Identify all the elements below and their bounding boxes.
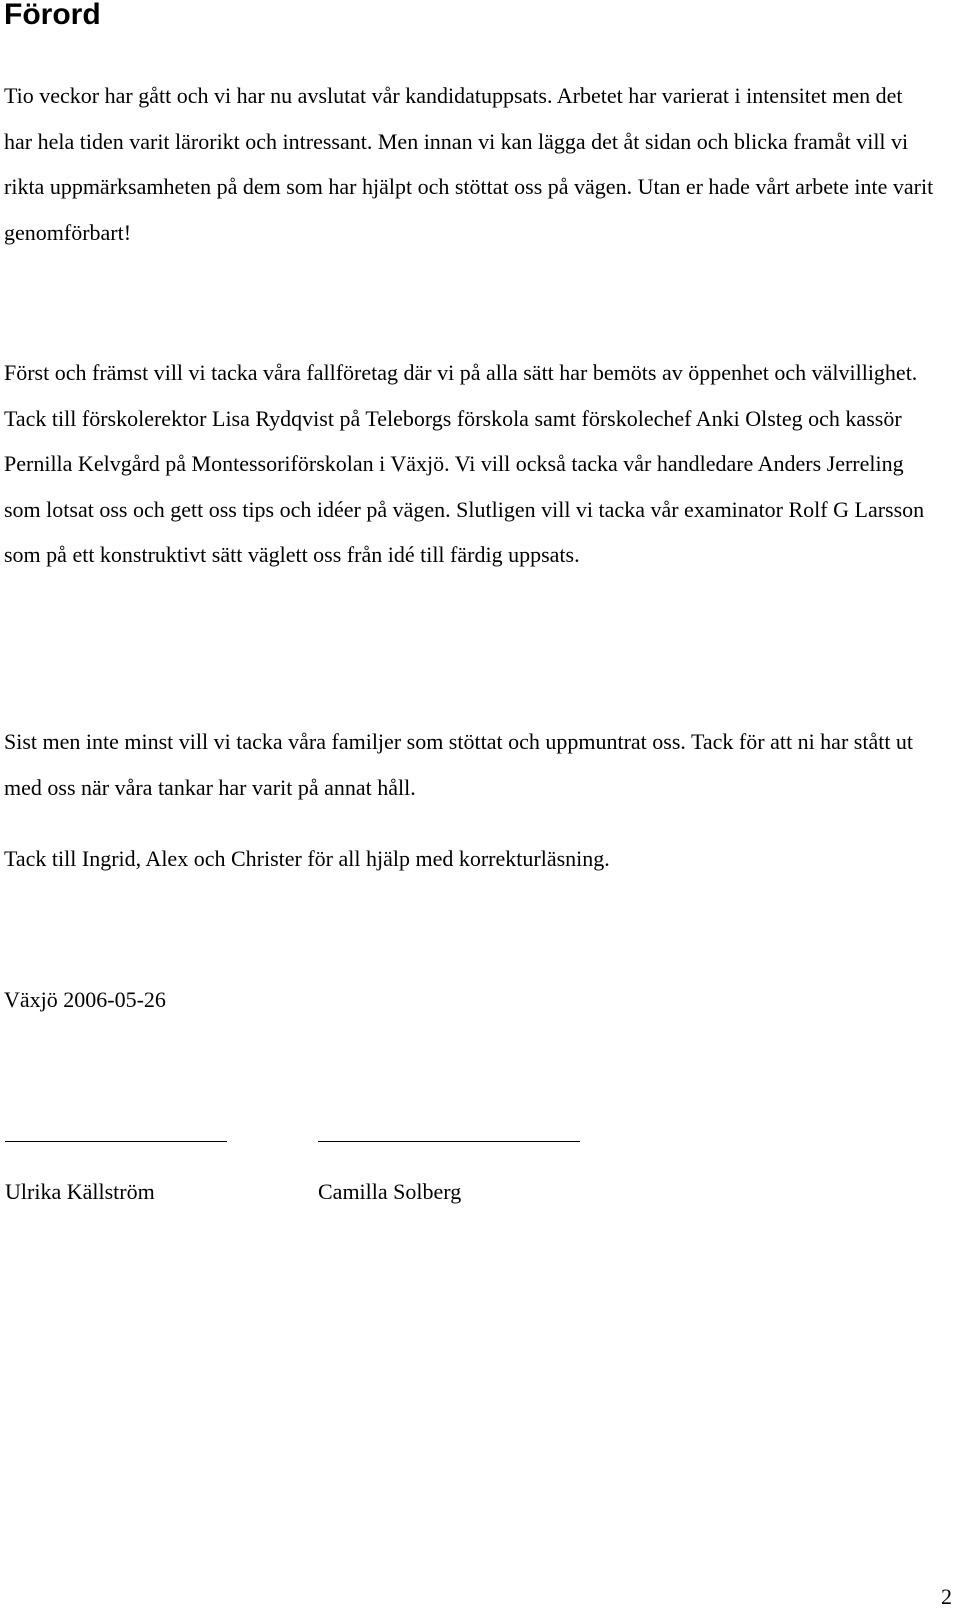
signature-name: Camilla Solberg	[318, 1179, 462, 1204]
paragraph-proofreading: Tack till Ingrid, Alex och Christer för all hjälp med korrekturläsning.	[4, 846, 610, 871]
paragraph-acknowledgements: Först och främst vill vi tacka våra fallföretag där vi på alla sätt har bemöts av öppenhet och välvillighet. Tack till förskolerektor Lisa Rydqvist på Teleborgs förskola samt förskolechef Anki Olsteg och kassör Pernilla Kelvgård på Montessoriförskolan i Växjö. Vi vill också tacka vår handledare Anders Jerreling som lotsat oss och gett oss tips och idéer på vägen. Slutligen vill vi tacka vår examinator Rolf G Larsson som på ett konstruktivt sätt väglett oss från idé till färdig uppsats.	[4, 360, 925, 567]
signature-line	[318, 1141, 580, 1142]
signature-line	[5, 1141, 227, 1142]
page-title: Förord	[4, 0, 101, 31]
signature-name: Ulrika Källström	[5, 1179, 155, 1204]
paragraph-families: Sist men inte minst vill vi tacka våra familjer som stöttat och uppmuntrat oss. Tack för att ni har stått ut med oss när våra tankar har varit på annat håll.	[4, 729, 914, 800]
place-date: Växjö 2006-05-26	[4, 987, 166, 1012]
page-number: 2	[941, 1584, 952, 1609]
paragraph-intro: Tio veckor har gått och vi har nu avslutat vår kandidatuppsats. Arbetet har varierat i intensitet men det har hela tiden varit lärorikt och intressant. Men innan vi kan lägga det åt sidan och blicka framåt vill vi rikta uppmärksamheten på dem som har hjälpt och stöttat oss på vägen. Utan er hade vårt arbete inte varit genomförbart!	[4, 83, 934, 245]
